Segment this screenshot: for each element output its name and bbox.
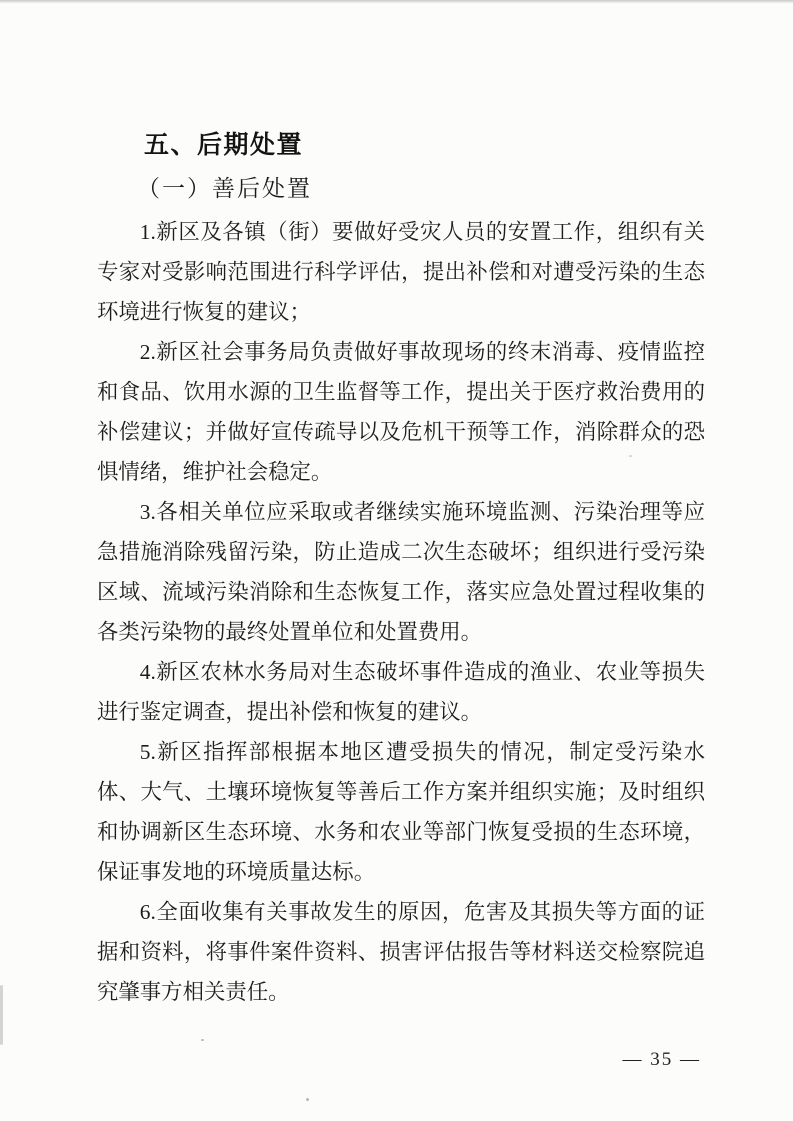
page-number: — 35 —	[622, 1049, 701, 1070]
subsection-heading: （一）善后处置	[137, 176, 312, 201]
paragraph-6: 6.全面收集有关事故发生的原因，危害及其损失等方面的证据和资料，将事件案件资料、损害评估报告等材料送交检察院追究肇事方相关责任。	[97, 900, 705, 1004]
scan-speck	[201, 1039, 204, 1041]
document-body	[97, 124, 705, 1012]
scan-speck	[305, 1097, 309, 1101]
scan-edge-artifact	[0, 985, 3, 1045]
paragraph-2: 2.新区社会事务局负责做好事故现场的终末消毒、疫情监控和食品、饮用水源的卫生监督等工作，提出关于医疗救治费用的补偿建议；并做好宣传疏导以及危机干预等工作，消除群众的恐惧情绪，维护社会稳定。	[97, 340, 705, 484]
scan-edge-artifact	[0, 0, 793, 3]
paragraph-3: 3.各相关单位应采取或者继续实施环境监测、污染治理等应急措施消除残留污染，防止造成二次生态破坏；组织进行受污染区域、流域污染消除和生态恢复工作，落实应急处置过程收集的各类污染物的最终处置单位和处置费用。	[97, 500, 705, 644]
paragraph-4: 4.新区农林水务局对生态破坏事件造成的渔业、农业等损失进行鉴定调查，提出补偿和恢复的建议。	[97, 660, 705, 724]
paragraph-1: 1.新区及各镇（街）要做好受灾人员的安置工作，组织有关专家对受影响范围进行科学评估，提出补偿和对遭受污染的生态环境进行恢复的建议；	[97, 220, 705, 324]
section-heading: 五、后期处置	[144, 131, 304, 159]
paragraph-5: 5.新区指挥部根据本地区遭受损失的情况，制定受污染水体、大气、土壤环境恢复等善后工作方案并组织实施；及时组织和协调新区生态环境、水务和农业等部门恢复受损的生态环境，保证事发地的环境质量达标。	[97, 740, 705, 884]
